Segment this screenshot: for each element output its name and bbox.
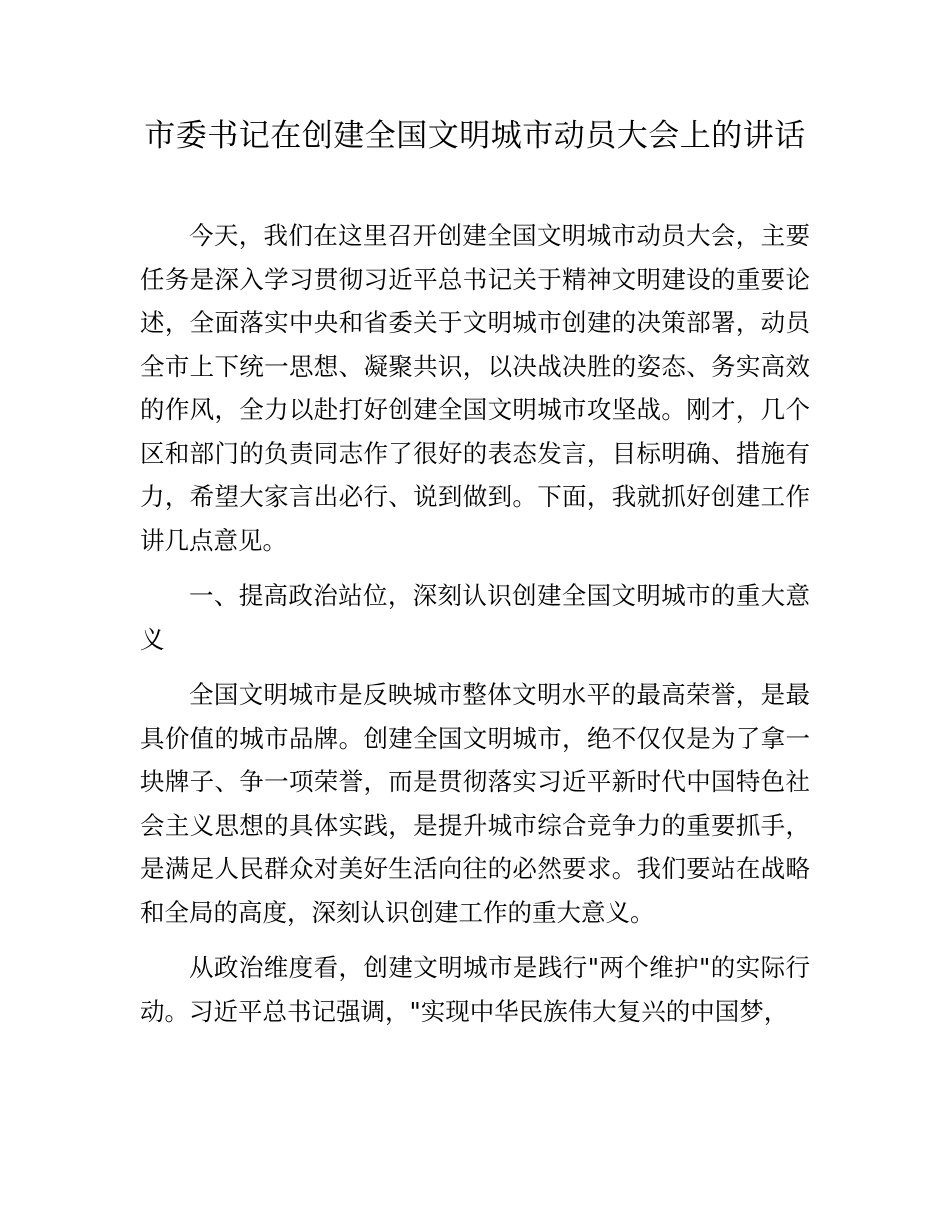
section-heading: 一、提高政治站位，深刻认识创建全国文明城市的重大意义 (140, 581, 810, 654)
document-title: 市委书记在创建全国文明城市动员大会上的讲话 (144, 118, 806, 154)
paragraph-opening: 今天，我们在这里召开创建全国文明城市动员大会，主要任务是深入学习贯彻习近平总书记关于精神文明建设的重要论述，全面落实中央和省委关于文明城市创建的决策部署，动员全市上下统一思想、凝聚共识，以决战决胜的姿态、务实高效的作风，全力以赴打好创建全国文明城市攻坚战。刚才，几个区和部门的负责同志作了很好的表态发言，目标明确、措施有力，希望大家言出必行、说到做到。下面，我就抓好创建工作讲几点意见。 (140, 221, 810, 555)
paragraph-political-dimension: 从政治维度看，创建文明城市是践行"两个维护"的实际行动。习近平总书记强调，"实现中华民族伟大复兴的中国梦， (140, 953, 810, 1026)
document-body (140, 214, 810, 1045)
paragraph-significance: 全国文明城市是反映城市整体文明水平的最高荣誉，是最具价值的城市品牌。创建全国文明城市，绝不仅仅是为了拿一块牌子、争一项荣誉，而是贯彻落实习近平新时代中国特色社会主义思想的具体实践，是提升城市综合竞争力的重要抓手，是满足人民群众对美好生活向往的必然要求。我们要站在战略和全局的高度，深刻认识创建工作的重大意义。 (140, 680, 810, 927)
